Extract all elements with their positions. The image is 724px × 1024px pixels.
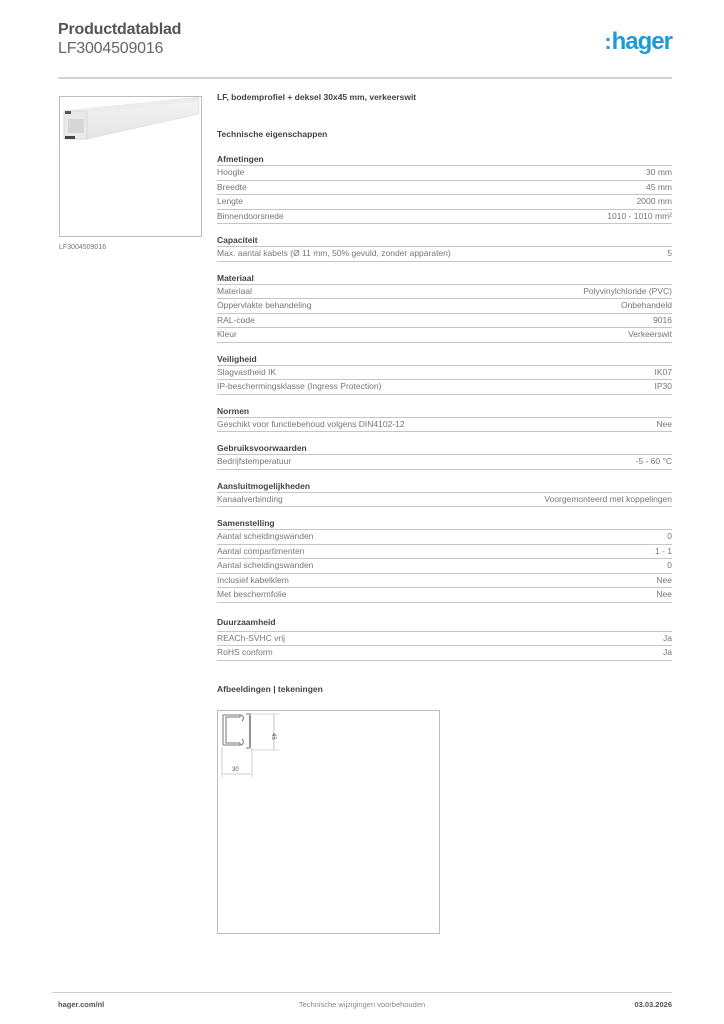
hager-logo (604, 28, 672, 56)
section-title: Gebruiksvoorwaarden (217, 442, 672, 455)
spec-label: Slagvastheid IK (217, 366, 277, 377)
spec-value: Polyvinylchloride (PVC) (583, 285, 672, 296)
spec-row (217, 195, 672, 210)
spec-value: 0 (667, 560, 672, 570)
spec-label: Geschikt voor functiebehoud volgens DIN4102-12 (217, 418, 405, 429)
spec-value: Voorgemonteerd met koppelingen (544, 493, 672, 504)
spec-label: Kanaalverbinding (217, 493, 283, 504)
spec-label: REACh-SVHC vrij (217, 632, 286, 643)
spec-value: 5 (667, 248, 672, 258)
footer-divider (52, 992, 672, 993)
spec-label: Materiaal (217, 285, 252, 296)
spec-value: 1 - 1 (654, 545, 672, 556)
section-normen (217, 405, 672, 433)
spec-row (217, 574, 672, 589)
header-divider (58, 77, 672, 79)
spec-value: Nee (656, 418, 672, 429)
footer-website-link[interactable]: hager.com/nl (58, 1000, 105, 1009)
spec-row (217, 328, 672, 343)
spec-label: IP-beschermingsklasse (Ingress Protection) (217, 381, 382, 391)
spec-label: Bedrijfstemperatuur (217, 456, 292, 466)
section-samenstelling (217, 517, 672, 603)
product-code: LF3004509016 (58, 40, 164, 57)
product-image (59, 96, 202, 237)
logo-text: hager (611, 28, 672, 55)
spec-row (217, 166, 672, 181)
cable-trunking-photo-icon (60, 97, 201, 236)
spec-value: 45 mm (646, 181, 672, 192)
spec-value: Nee (656, 574, 672, 585)
drawings-title: Afbeeldingen | tekeningen (217, 683, 323, 694)
spec-value: 30 mm (646, 167, 672, 177)
spec-row (217, 299, 672, 314)
spec-label: Met beschermfolie (217, 589, 287, 599)
spec-value: IP30 (654, 381, 672, 391)
section-veiligheid (217, 353, 672, 395)
spec-value: Ja (663, 632, 672, 643)
spec-label: Max. aantal kabels (Ø 11 mm, 50% gevuld, zonder apparaten) (217, 248, 451, 258)
spec-value: Verkeerswit (628, 329, 672, 339)
spec-value: -5 - 60 °C (635, 456, 672, 466)
cross-section-drawing-icon (218, 711, 439, 933)
section-title: Normen (217, 405, 672, 418)
section-title: Duurzaamheid (217, 616, 672, 632)
spec-row (217, 493, 672, 508)
spec-label: Aantal scheidingswanden (217, 531, 314, 541)
spec-row (217, 588, 672, 603)
product-image-caption: LF3004509016 (59, 244, 107, 251)
spec-row (217, 632, 672, 647)
section-title: Materiaal (217, 272, 672, 285)
spec-row (217, 418, 672, 433)
product-specs (217, 90, 672, 695)
spec-row (217, 210, 672, 225)
section-title: Aansluitmogelijkheden (217, 480, 672, 493)
spec-value: 2000 mm (636, 196, 672, 206)
section-title: Afmetingen (217, 153, 672, 166)
spec-label: Breedte (217, 181, 247, 192)
spec-row (217, 247, 672, 262)
spec-label: Binnendoorsnede (217, 210, 284, 221)
spec-value: 0 (667, 531, 672, 541)
section-title: Capaciteit (217, 234, 672, 247)
spec-row (217, 366, 672, 381)
footer-date: 03.03.2026 (634, 1000, 672, 1009)
technical-drawing (217, 710, 440, 934)
spec-row (217, 314, 672, 329)
spec-row (217, 559, 672, 574)
spec-value: 1010 - 1010 mm² (607, 210, 672, 221)
dimension-height-label: 45 (270, 733, 276, 740)
spec-value: 9016 (653, 314, 672, 325)
spec-label: Oppervlakte behandeling (217, 300, 312, 310)
section-title: Samenstelling (217, 517, 672, 530)
spec-label: Kleur (217, 329, 237, 339)
spec-row (217, 530, 672, 545)
section-duurzaamheid (217, 616, 672, 661)
spec-value: Ja (663, 647, 672, 657)
spec-row (217, 646, 672, 661)
document-title: Productdatablad (58, 21, 182, 38)
section-gebruiksvoorwaarden (217, 442, 672, 470)
spec-row (217, 455, 672, 470)
section-aansluitmogelijkheden (217, 480, 672, 508)
section-materiaal (217, 272, 672, 343)
spec-label: RoHS conform (217, 647, 273, 657)
section-afmetingen (217, 153, 672, 224)
spec-value: Onbehandeld (620, 300, 672, 310)
spec-row (217, 545, 672, 560)
technical-properties-title: Technische eigenschappen (217, 129, 328, 139)
spec-value: IK07 (654, 366, 672, 377)
dimension-width-label: 30 (232, 767, 239, 773)
spec-label: Lengte (217, 196, 243, 206)
spec-label: Inclusief kabelklem (217, 574, 289, 585)
spec-row (217, 285, 672, 300)
section-capaciteit (217, 234, 672, 262)
spec-value: Nee (656, 589, 672, 599)
section-title: Veiligheid (217, 353, 672, 366)
spec-label: Aantal compartimenten (217, 545, 305, 556)
footer-disclaimer: Technische wijzigingen voorbehouden (298, 1000, 426, 1009)
spec-label: RAL-code (217, 314, 255, 325)
spec-row (217, 181, 672, 196)
spec-label: Hoogte (217, 167, 245, 177)
page-header (58, 20, 672, 70)
spec-label: Aantal scheidingswanden (217, 560, 314, 570)
spec-row (217, 380, 672, 395)
product-description: LF, bodemprofiel + deksel 30x45 mm, verkeerswit (217, 92, 417, 102)
logo-colon: : (604, 29, 611, 54)
